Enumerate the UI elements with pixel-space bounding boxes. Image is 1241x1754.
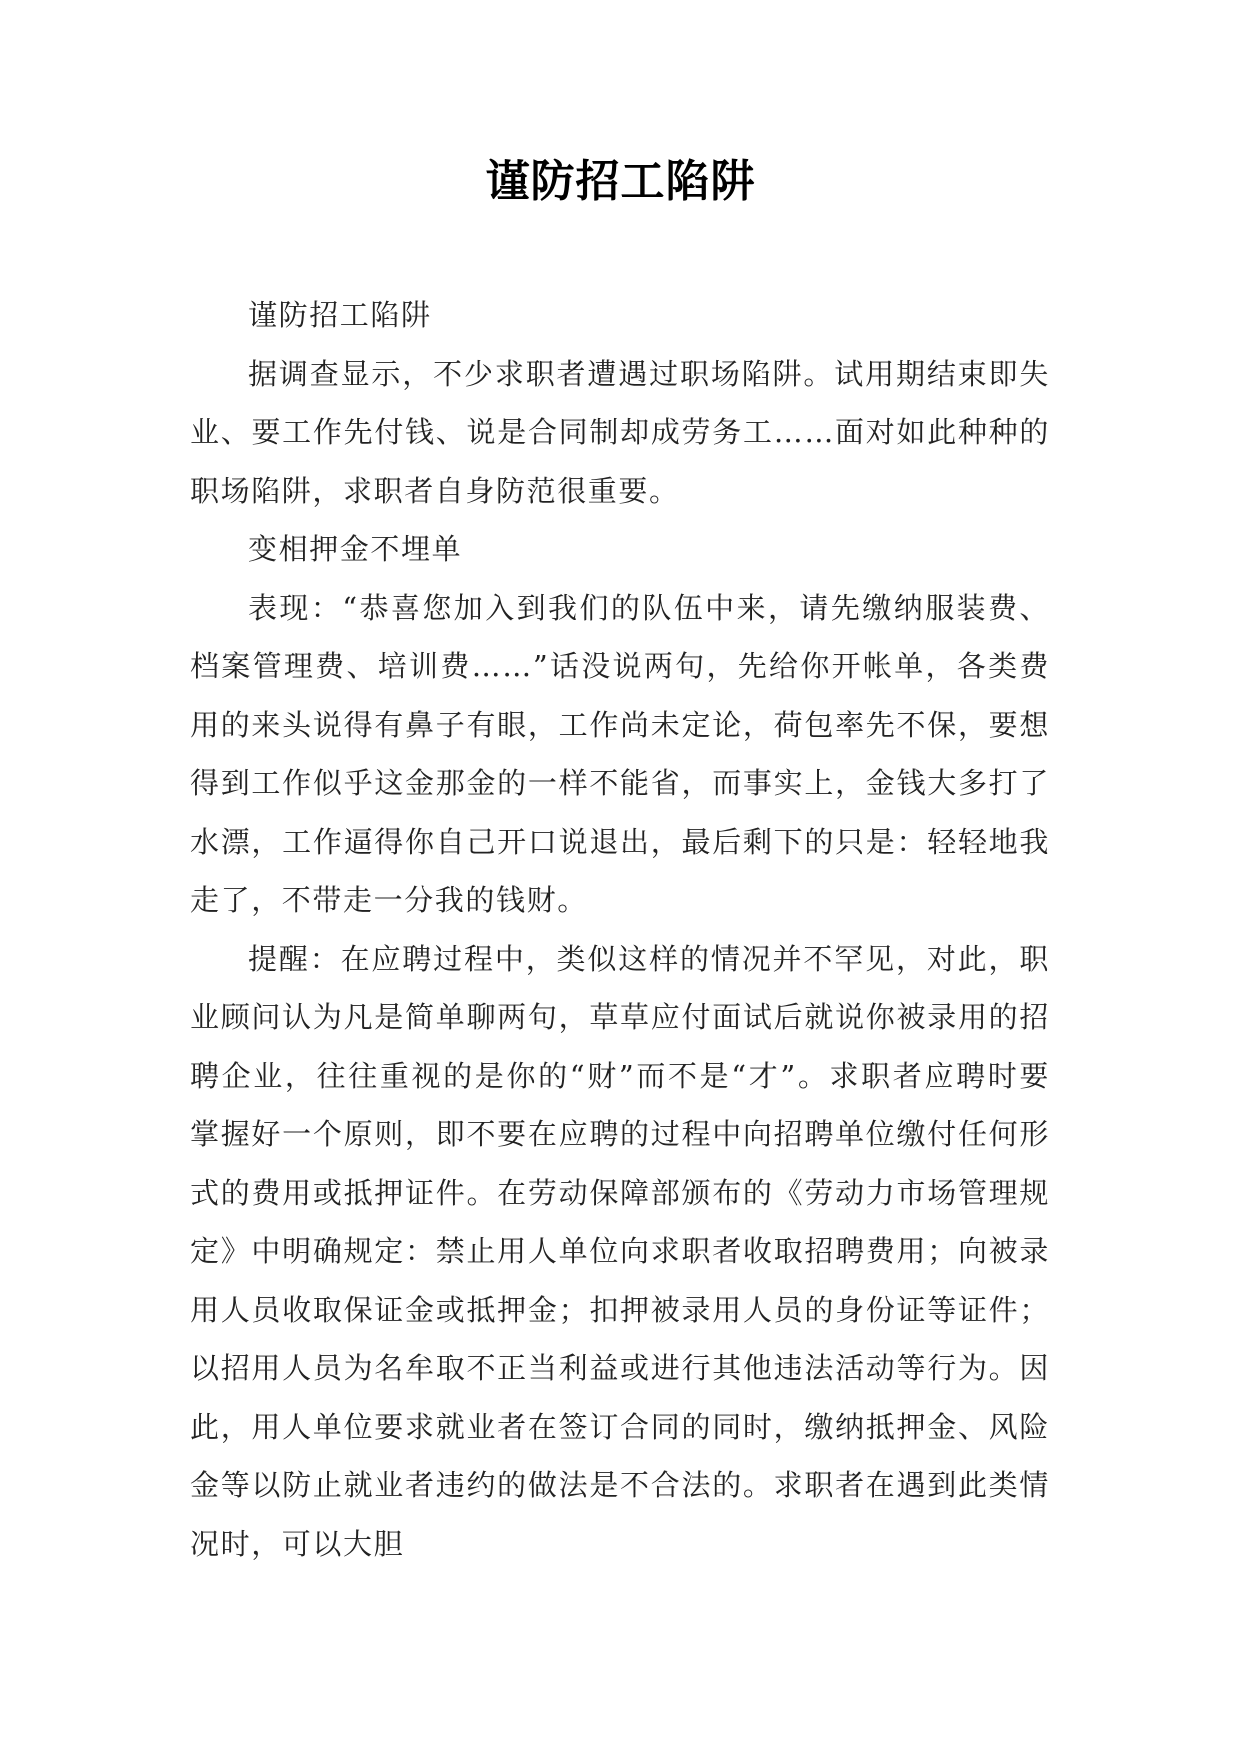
paragraph-intro: 据调查显示，不少求职者遭遇过职场陷阱。试用期结束即失业、要工作先付钱、说是合同制却成劳务工……面对如此种种的职场陷阱，求职者自身防范很重要。 (190, 356, 1050, 508)
document-title: 谨防招工陷阱 (485, 156, 756, 207)
document-body (190, 286, 1050, 1573)
paragraph-symptom: 表现：“恭喜您加入到我们的队伍中来，请先缴纳服装费、档案管理费、培训费……”话没说两句，先给你开帐单，各类费用的来头说得有鼻子有眼，工作尚未定论，荷包率先不保，要想得到工作似乎这金那金的一样不能省，而事实上，金钱大多打了水漂，工作逼得你自己开口说退出，最后剩下的只是：轻轻地我走了，不带走一分我的钱财。 (190, 590, 1050, 917)
paragraph-heading: 谨防招工陷阱 (248, 298, 432, 332)
paragraph-reminder: 提醒：在应聘过程中，类似这样的情况并不罕见，对此，职业顾问认为凡是简单聊两句，草草应付面试后就说你被录用的招聘企业，往往重视的是你的“财”而不是“才”。求职者应聘时要掌握好一个原则，即不要在应聘的过程中向招聘单位缴付任何形式的费用或抵押证件。在劳动保障部颁布的《劳动力市场管理规定》中明确规定：禁止用人单位向求职者收取招聘费用；向被录用人员收取保证金或抵押金；扣押被录用人员的身份证等证件；以招用人员为名牟取不正当利益或进行其他违法活动等行为。因此，用人单位要求就业者在签订合同的同时，缴纳抵押金、风险金等以防止就业者违约的做法是不合法的。求职者在遇到此类情况时，可以大胆 (190, 941, 1050, 1561)
section-heading: 变相押金不埋单 (248, 532, 463, 566)
